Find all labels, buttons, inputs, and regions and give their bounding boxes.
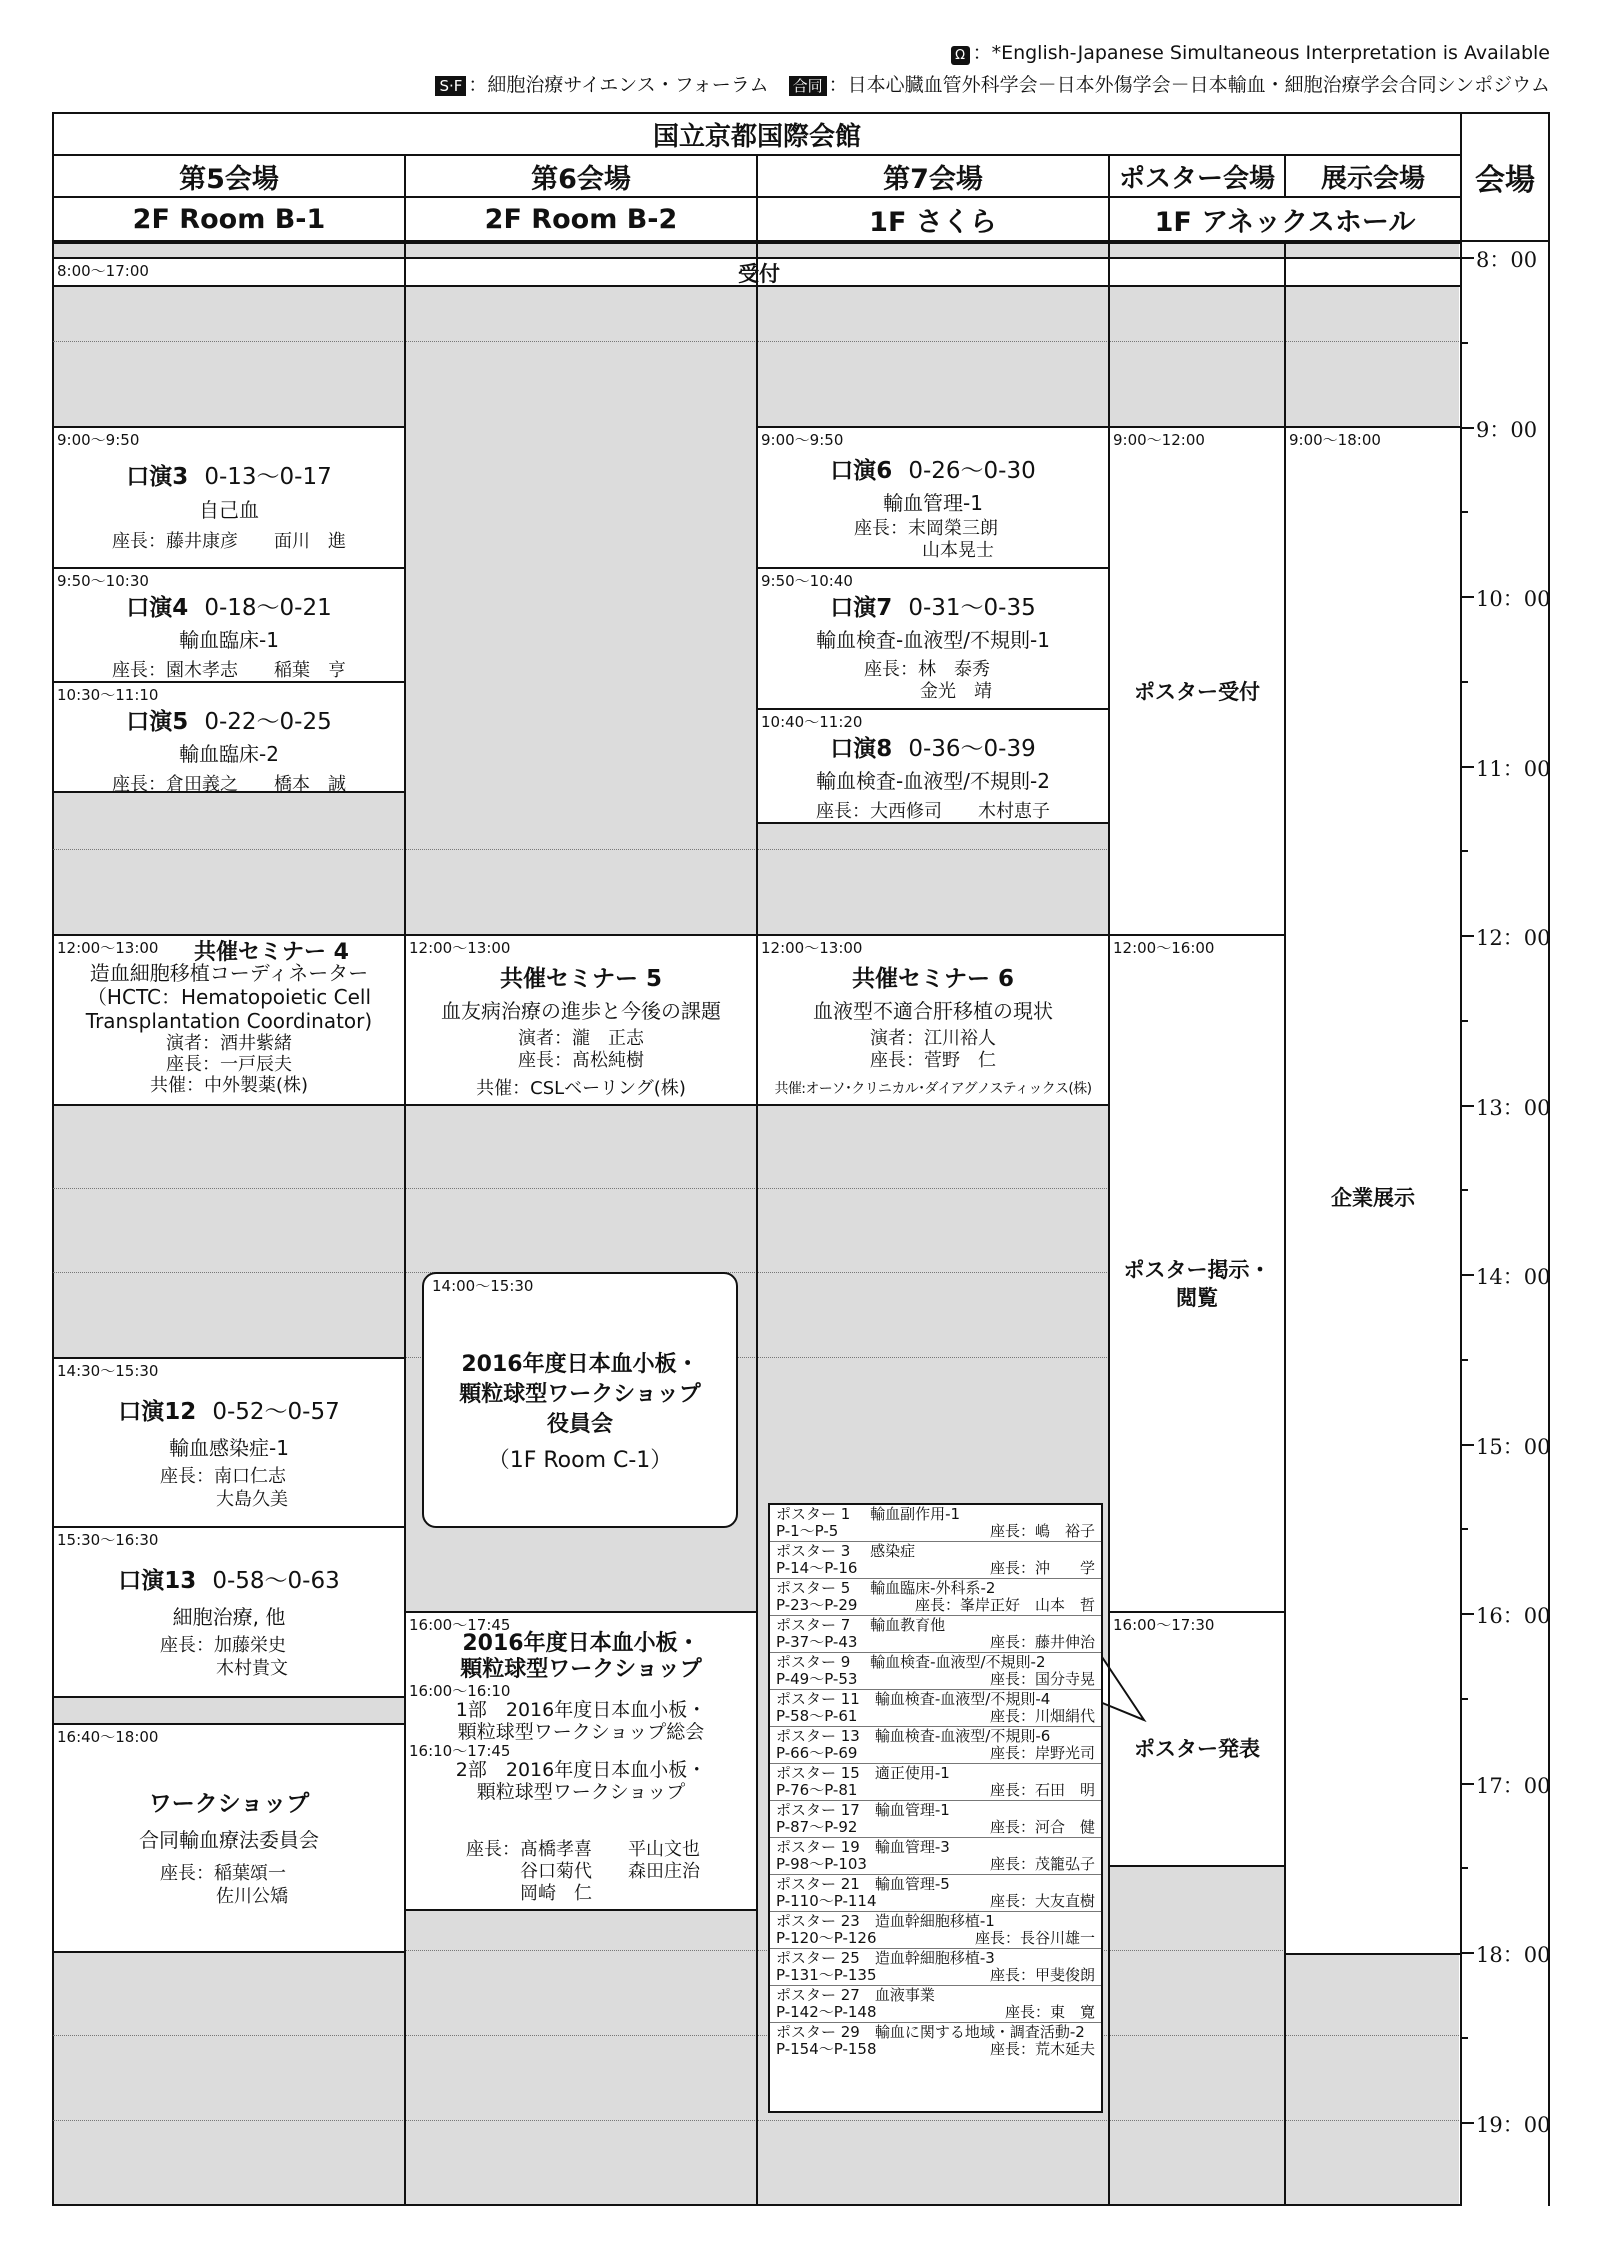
poster-list-item: ポスター 23 造血幹細胞移植-1 P-120～P-126 座長：長谷川雄一 — [770, 1912, 1101, 1949]
poster-list-item: ポスター 27 血液事業 P-142～P-148 座長：東 寛 — [770, 1986, 1101, 2023]
hour-label: 9：00 — [1476, 417, 1538, 442]
hour-label: 18：00 — [1476, 1943, 1551, 1967]
poster-list-item: ポスター 17 輸血管理-1 P-87～P-92 座長：河合 健 — [770, 1801, 1101, 1838]
room5-floor: 2F Room B-1 — [52, 196, 406, 242]
hour-label: 12：00 — [1476, 926, 1551, 950]
hour-label: 15：00 — [1476, 1434, 1551, 1459]
hour-tick — [1460, 1274, 1474, 1276]
room6-seminar5: 12:00～13:00 共催セミナー 5 血友病治療の進歩と今後の課題 演者：瀧 正志 座長：髙松純樹 共催：CSLベーリング(株) — [404, 934, 758, 1106]
godo-tag: 合同 — [789, 76, 827, 96]
half-hour-tick — [1460, 511, 1468, 513]
poster-list-item: ポスター 9 輸血検査-血液型/不規則-2 P-49～P-53 座長：国分寺晃 — [770, 1653, 1101, 1690]
half-hour-tick — [1460, 1867, 1468, 1869]
room5-workshop: 16:40～18:00 ワークショップ 合同輸血療法委員会 座長：稲葉頌一 佐川公矯 — [52, 1723, 406, 1953]
reception-time: 8:00～17:00 — [57, 262, 149, 280]
hour-tick — [1460, 596, 1474, 598]
reception-label: 受付 — [738, 262, 780, 286]
room6-floor: 2F Room B-2 — [404, 196, 758, 242]
half-hour-tick — [1460, 1528, 1468, 1530]
hour-tick — [1460, 766, 1474, 768]
hour-tick — [1460, 1783, 1474, 1785]
poster-list-item: ポスター 19 輸血管理-3 P-98～P-103 座長：茂籠弘子 — [770, 1838, 1101, 1875]
hour-tick — [1460, 427, 1474, 429]
room5-session-oral12: 14:30～15:30 口演12 0-52～0-57 輸血感染症-1 座長：南口仁志 大島久美 — [52, 1357, 406, 1528]
half-hour-tick — [1460, 1020, 1468, 1022]
room6-workshop: 16:00～17:45 2016年度日本血小板・ 顆粒球型ワークショップ 16:00～16:10 1部 2016年度日本血小板・ 顆粒球型ワークショップ総会 16:10～17:45 2部 2016年度日本血小板・ 顆粒球型ワークショップ 座長：髙橋孝喜 平山文也 谷口菊代 森田庄治 岡崎 仁 — [404, 1611, 758, 1911]
poster-list-item: ポスター 29 輸血に関する地域・調査活動-2 P-154～P-158 座長：荒木延夫 — [776, 2023, 1095, 2058]
poster-list-item: ポスター 25 造血幹細胞移植-3 P-131～P-135 座長：甲斐俊朗 — [770, 1949, 1101, 1986]
interpretation-legend: Ω ：*English-Japanese Simultaneous Interpretation is Available — [951, 38, 1550, 65]
poster-presentation: 16:00～17:30 ポスター発表 — [1108, 1611, 1286, 1867]
hour-label: 17：00 — [1476, 1773, 1551, 1798]
room6-name: 第6会場 — [404, 154, 758, 198]
half-hour-tick — [1460, 1359, 1468, 1361]
poster-list-item: ポスター 13 輸血検査-血液型/不規則-6 P-66～P-69 座長：岸野光司 — [770, 1727, 1101, 1764]
hour-tick — [1460, 257, 1474, 259]
room7-floor: 1F さくら — [756, 196, 1110, 242]
headphones-icon: Ω — [951, 46, 970, 65]
hour-label: 11：00 — [1476, 756, 1551, 781]
hall-header: 会場 — [1460, 112, 1550, 242]
poster-list-item: ポスター 21 輸血管理-5 P-110～P-114 座長：大友直樹 — [770, 1875, 1101, 1912]
poster-list-item: ポスター 15 適正使用-1 P-76～P-81 座長：石田 明 — [770, 1764, 1101, 1801]
hour-tick — [1460, 1613, 1474, 1615]
half-hour-tick — [1460, 681, 1468, 683]
hour-label: 16：00 — [1476, 1604, 1551, 1628]
hour-label: 8：00 — [1476, 248, 1538, 272]
poster-list — [768, 1503, 1103, 2113]
poster-list-item: ポスター 3 感染症 P-14～P-16 座長：沖 学 — [770, 1542, 1101, 1579]
poster-reception: 9:00～12:00 ポスター受付 — [1108, 426, 1286, 936]
poster-list-item: ポスター 5 輸血臨床-外科系-2 P-23～P-29 座長：峯岸正好 山本 哲 — [770, 1579, 1101, 1616]
half-hour-tick — [1460, 850, 1468, 852]
poster-display: 12:00～16:00 ポスター掲示・ 閲覧 — [1108, 934, 1286, 1613]
hour-label: 19：00 — [1476, 2112, 1551, 2137]
room5-name: 第5会場 — [52, 154, 406, 198]
hour-label: 14：00 — [1476, 1265, 1551, 1289]
hour-tick — [1460, 1952, 1474, 1954]
room7-session-oral7: 9:50～10:40 口演7 0-31～0-35 輸血検査-血液型/不規則-1 座長：林 泰秀 金光 靖 — [756, 567, 1110, 710]
room7-name: 第7会場 — [756, 154, 1110, 198]
venue-title: 国立京都国際会館 — [52, 112, 1462, 156]
exhibit-session: 9:00～18:00 企業展示 — [1284, 426, 1462, 1955]
abbreviation-legend: S·F ：細胞治療サイエンス・フォーラム 合同 ：日本心臓血管外科学会－日本外傷学会－日本輸血・細胞治療学会合同シンポジウム — [435, 70, 1550, 97]
hour-label: 13：00 — [1476, 1095, 1551, 1120]
room5-session-oral4: 9:50～10:30 口演4 0-18～0-21 輸血臨床-1 座長：園木孝志 稲葉 亨 — [52, 567, 406, 683]
poster-list-item: ポスター 11 輸血検査-血液型/不規則-4 P-58～P-61 座長：川畑絹代 — [770, 1690, 1101, 1727]
hour-tick — [1460, 935, 1474, 937]
room5-seminar4: 12:00～13:00 共催セミナー 4 造血細胞移植コーディネーター （HCTC：Hematopoietic Cell Transplantation Coordinator) 演者：酒井紫緒 座長：一戸辰夫 共催：中外製薬(株) — [52, 934, 406, 1106]
room7-session-oral6: 9:00～9:50 口演6 0-26～0-30 輸血管理-1 座長：末岡榮三朗 山本晃士 — [756, 426, 1110, 569]
hour-tick — [1460, 2122, 1474, 2124]
hour-tick — [1460, 1105, 1474, 1107]
room5-session-oral13: 15:30～16:30 口演13 0-58～0-63 細胞治療, 他 座長：加藤栄史 木村貴文 — [52, 1526, 406, 1698]
half-hour-tick — [1460, 1189, 1468, 1191]
room5-session-oral3: 9:00～9:50 口演3 0-13～0-17 自己血 座長：藤井康彦 面川 進 — [52, 426, 406, 569]
room7-session-oral8: 10:40～11:20 口演8 0-36～0-39 輸血検査-血液型/不規則-2 座長：大西修司 木村恵子 — [756, 708, 1110, 824]
poster-room-name: ポスター会場 — [1108, 154, 1286, 198]
half-hour-tick — [1460, 1698, 1468, 1700]
poster-list-item: ポスター 7 輸血教育他 P-37～P-43 座長：藤井伸治 — [770, 1616, 1101, 1653]
hour-label: 10：00 — [1476, 587, 1551, 611]
room6-board-meeting: 14:00～15:30 2016年度日本血小板・ 顆粒球型ワークショップ 役員会 （1F Room C-1） — [422, 1272, 738, 1528]
sf-tag: S·F — [435, 76, 466, 96]
exhibit-room-name: 展示会場 — [1284, 154, 1462, 198]
half-hour-tick — [1460, 342, 1468, 344]
poster-list-item: ポスター 1 輸血副作用-1 P-1～P-5 座長：嶋 裕子 — [770, 1505, 1101, 1542]
room7-seminar6: 12:00～13:00 共催セミナー 6 血液型不適合肝移植の現状 演者：江川裕人 座長：菅野 仁 共催:オーソ･クリニカル･ダイアグノスティックス(株) — [756, 934, 1110, 1106]
poster-floor: 1F アネックスホール — [1108, 196, 1462, 242]
half-hour-tick — [1460, 2037, 1468, 2039]
room5-session-oral5: 10:30～11:10 口演5 0-22～0-25 輸血臨床-2 座長：倉田義之 橋本 誠 — [52, 681, 406, 793]
hour-tick — [1460, 1444, 1474, 1446]
